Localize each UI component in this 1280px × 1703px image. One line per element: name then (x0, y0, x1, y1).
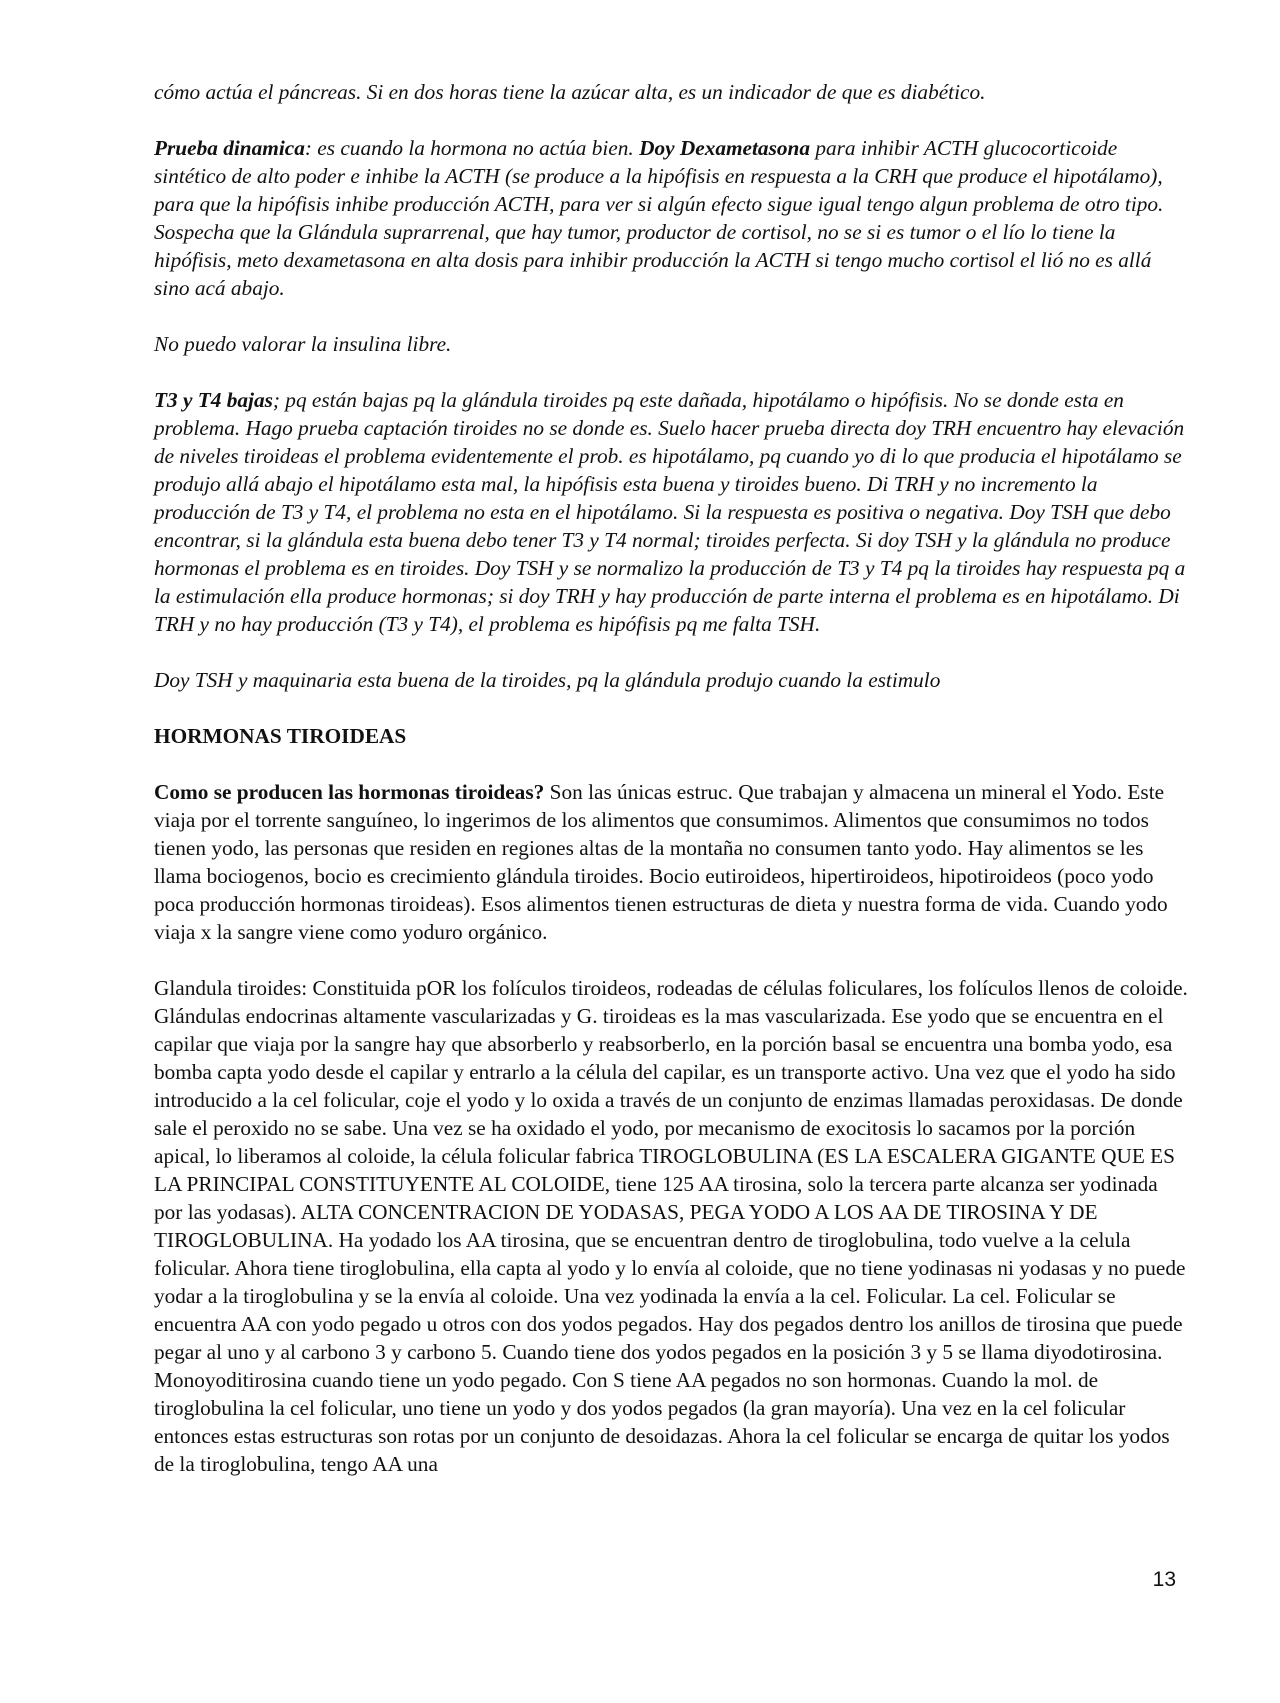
paragraph-t3-t4: T3 y T4 bajas; pq están bajas pq la glándula tiroides pq este dañada, hipotálamo o hipófisis. No se donde esta en problema. Hago prueba captación tiroides no se donde es. Suelo hacer prueba directa doy TRH encuentro hay elevación de niveles tiroideas el problema evidentemente el prob. es hipotálamo, pq cuando yo di lo que producia el hipotálamo se produjo allá abajo el hipotálamo esta mal, la hipófisis esta buena y tiroides bueno. Di TRH y no incremento la producción de T3 y T4, el problema no esta en el hipotálamo. Si la respuesta es positiva o negativa. Doy TSH que debo encontrar, si la glándula esta buena debo tener T3 y T4 normal; tiroides perfecta. Si doy TSH y la glándula no produce hormonas el problema es en tiroides. Doy TSH y se normalizo la producción de T3 y T4 pq la tiroides hay respuesta pq a la estimulación ella produce hormonas; si doy TRH y hay producción de parte interna el problema es en hipotálamo. Di TRH y no hay producción (T3 y T4), el problema es hipófisis pq me falta TSH. (154, 388, 1186, 636)
question-produccion: Como se producen las hormonas tiroideas? (154, 780, 545, 804)
section-heading: HORMONAS TIROIDEAS (154, 724, 407, 748)
page-number: 13 (1152, 1568, 1176, 1591)
paragraph-produccion-hormonas: Como se producen las hormonas tiroideas? Son las únicas estruc. Que trabajan y almacena un mineral el Yodo. Este viaja por el torrente sanguíneo, lo ingerimos de los alimentos que consumimos. Alimentos que consumimos no todos tienen yodo, las personas que residen en regiones altas de la montaña no consumen tanto yodo. Hay alimentos se les llama bociogenos, bocio es crecimiento glándula tiroides. Bocio eutiroideos, hipertiroideos, hipotiroideos (poco yodo poca producción hormonas tiroideas). Esos alimentos tienen estructuras de dieta y nuestra forma de vida. Cuando yodo viaja x la sangre viene como yoduro orgánico. (154, 780, 1168, 944)
term-prueba-dinamica: Prueba dinamica (154, 136, 305, 160)
paragraph-prueba-dinamica: Prueba dinamica: es cuando la hormona no actúa bien. Doy Dexametasona para inhibir ACTH glucocorticoide sintético de alto poder e inhibe la ACTH (se produce a la hipófisis en respuesta a la CRH que produce el hipotálamo), para que la hipófisis inhibe producción ACTH, para ver si algún efecto sigue igual tengo algun problema de otro tipo. Sospecha que la Glándula suprarrenal, que hay tumor, productor de cortisol, no se si es tumor o el lío lo tiene la hipófisis, meto dexametasona en alta dosis para inhibir producción la ACTH si tengo mucho cortisol el lió no es allá sino acá abajo. (154, 136, 1164, 300)
paragraph-tsh: Doy TSH y maquinaria esta buena de la tiroides, pq la glándula produjo cuando la estimulo (154, 668, 941, 692)
page-content (154, 78, 1190, 1506)
term-t3-t4-bajas: T3 y T4 bajas (154, 388, 273, 412)
paragraph-insulina: No puedo valorar la insulina libre. (154, 332, 452, 356)
term-dexametasona: Doy Dexametasona (639, 136, 811, 160)
paragraph-1: cómo actúa el páncreas. Si en dos horas tiene la azúcar alta, es un indicador de que es diabético. (154, 80, 986, 104)
paragraph-glandula-tiroides: Glandula tiroides: Constituida pOR los folículos tiroideos, rodeadas de células foliculares, los folículos llenos de coloide. Glándulas endocrinas altamente vascularizadas y G. tiroideas es la mas vascularizada. Ese yodo que se encuentra en el capilar que viaja por la sangre hay que absorberlo y reabsorberlo, en la porción basal se encuentra una bomba yodo, esa bomba capta yodo desde el capilar y entrarlo a la célula del capilar, es un transporte activo. Una vez que el yodo ha sido introducido a la cel folicular, coje el yodo y lo oxida a través de un conjunto de enzimas llamadas peroxidasas. De donde sale el peroxido no se sabe. Una vez se ha oxidado el yodo, por mecanismo de exocitosis lo sacamos por la porción apical, lo liberamos al coloide, la célula folicular fabrica TIROGLOBULINA (ES LA ESCALERA GIGANTE QUE ES LA PRINCIPAL CONSTITUYENTE AL COLOIDE, tiene 125 AA tirosina, solo la tercera parte alcanza ser yodinada por las yodasas). ALTA CONCENTRACION DE YODASAS, PEGA YODO A LOS AA DE TIROSINA Y DE TIROGLOBULINA. Ha yodado los AA tirosina, que se encuentran dentro de tiroglobulina, todo vuelve a la celula folicular. Ahora tiene tiroglobulina, ella capta al yodo y lo envía al coloide, que no tiene yodinasas ni yodasas y no puede yodar a la tiroglobulina y se la envía al coloide. Una vez yodinada la envía a la cel. Folicular. La cel. Folicular se encuentra AA con yodo pegado u otros con dos yodos pegados. Hay dos pegados dentro los anillos de tirosina que puede pegar al uno y al carbono 3 y carbono 5. Cuando tiene dos yodos pegados en la posición 3 y 5 se llama diyodotirosina. Monoyoditirosina cuando tiene un yodo pegado. Con S tiene AA pegados no son hormonas. Cuando la mol. de tiroglobulina la cel folicular, uno tiene un yodo y dos yodos pegados (la gran mayoría). Una vez en la cel folicular entonces estas estructuras son rotas por un conjunto de desoidazas. Ahora la cel folicular se encarga de quitar los yodos de la tiroglobulina, tengo AA una (154, 976, 1188, 1476)
